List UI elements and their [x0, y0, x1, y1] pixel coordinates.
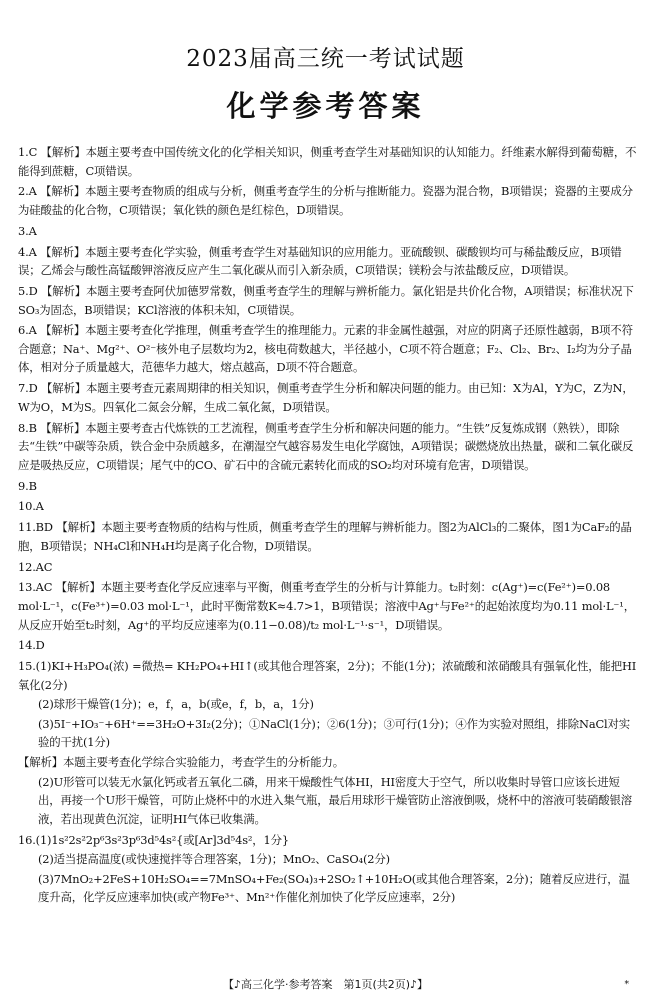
answer-10: 10.A: [18, 499, 44, 514]
corner-mark: *: [624, 980, 629, 990]
answer-16-part-1: 16.(1)1s²2s²2p⁶3s²3p⁶3d⁵4s²{或[Ar]3d⁵4s²，1分}: [18, 832, 289, 847]
answer-4: 4.A 【解析】本题主要考查化学实验，侧重考查学生对基础知识的应用能力。亚硫酸钡、碳酸钡均可与稀盐酸反应，B项错误；乙烯会与酸性高锰酸钾溶液反应产生二氧化碳从而引入新杂质，C项错误；镁粉会与浓盐酸反应，D项错误。: [18, 244, 622, 278]
answer-13: 13.AC 【解析】本题主要考查化学反应速率与平衡，侧重考查学生的分析与计算能力。t₂时刻：c(Ag⁺)=c(Fe²⁺)=0.08 mol·L⁻¹，c(Fe³⁺)=0.03 mol·L⁻¹，此时平衡常数K≈4.7>1，B项错误；溶液中Ag⁺与Fe²⁺的起始浓度均为0.11 mol·L⁻¹，从反应开始至t₂时刻，Ag⁺的平均反应速率为(0.11−0.08)/t₂ mol·L⁻¹·s⁻¹，D项错误。: [18, 580, 635, 632]
answer-1: 1.C 【解析】本题主要考查中国传统文化的化学相关知识，侧重考查学生对基础知识的认知能力。纤维素水解得到葡萄糖，不能得到蔗糖，C项错误。: [18, 145, 637, 178]
answer-15-part-1: 15.(1)KI+H₃PO₄(浓) =微热= KH₂PO₄+HI↑(或其他合理答案，2分)；不能(1分)；浓硫酸和浓硝酸具有强氧化性，能把HI氧化(2分): [18, 659, 637, 692]
answer-5: 5.D 【解析】本题主要考查阿伏加德罗常数，侧重考查学生的理解与辨析能力。氯化铝是共价化合物，A项错误；标准状况下SO₃为固态，B项错误；KCl溶液的体积未知，C项错误。: [18, 283, 634, 317]
answer-15-analysis-heading: 【解析】本题主要考查化学综合实验能力，考查学生的分析能力。: [18, 755, 344, 770]
answer-3: 3.A: [18, 223, 37, 238]
answer-15-analysis-text: (2)U形管可以装无水氯化钙或者五氧化二磷，用来干燥酸性气体HI，HI密度大于空气，所以收集时导管口应该长进短出，再接一个U形干燥管，可防止烧杯中的水进入集气瓶，最后用球形干燥管防止溶液倒吸，烧杯中的溶液可装硝酸银溶液，若出现黄色沉淀，证明HI气体已收集满。: [38, 774, 632, 826]
answer-6: 6.A 【解析】本题主要考查化学推理，侧重考查学生的推理能力。元素的非金属性越强，对应的阴离子还原性越弱，B项不符合题意；Na⁺、Mg²⁺、O²⁻核外电子层数均为2，核电荷数越大，半径越小，C项不符合题意；F₂、Cl₂、Br₂、I₂均为分子晶体，相对分子质量越大，范德华力越大，熔点越高，D项不符合题意。: [18, 323, 633, 375]
page-title: 化学参考答案: [226, 89, 425, 123]
answer-9: 9.B: [18, 478, 37, 493]
answer-16-part-3: (3)7MnO₂+2FeS+10H₂SO₄==7MnSO₄+Fe₂(SO₄)₃+2SO₂↑+10H₂O(或其他合理答案，2分)；随着反应进行，温度升高，化学反应速率加快(或产物Fe³⁺、Mn²⁺作催化剂加快了化学反应速率，2分): [38, 871, 630, 905]
exam-title: 2023届高三统一考试试题: [186, 46, 465, 72]
answer-16-part-2: (2)适当提高温度(或快速搅拌等合理答案，1分)；MnO₂、CaSO₄(2分): [38, 852, 390, 867]
answer-15-part-2: (2)球形干燥管(1分)；e，f，a，b(或e，f，b，a，1分): [38, 697, 314, 712]
answer-7: 7.D 【解析】本题主要考查元素周期律的相关知识，侧重考查学生分析和解决问题的能力。由已知：X为Al，Y为C，Z为N，W为O，M为S。四氧化二氮会分解，生成二氧化氮，D项错误。: [18, 381, 634, 414]
answer-11: 11.BD 【解析】本题主要考查物质的结构与性质，侧重考查学生的理解与辨析能力。图2为AlCl₃的二聚体，图1为CaF₂的晶胞，B项错误；NH₄Cl和NH₄H均是离子化合物，D项错误。: [18, 520, 632, 553]
answer-14: 14.D: [18, 638, 45, 653]
answer-15-part-3: (3)5I⁻+IO₃⁻+6H⁺==3H₂O+3I₂(2分)；①NaCl(1分)；②6(1分)；③可行(1分)；④作为实验对照组，排除NaCl对实验的干扰(1分): [38, 716, 630, 750]
answers-section: [18, 143, 637, 908]
answer-12: 12.AC: [18, 559, 53, 574]
answer-8: 8.B 【解析】本题主要考查古代炼铁的工艺流程，侧重考查学生分析和解决问题的能力。“生铁”反复炼成钢（熟铁），即除去“生铁”中碳等杂质，铁合金中杂质越多，在潮湿空气越容易发生电化学腐蚀，A项错误；碳燃烧放出热量，碳和二氧化碳反应是吸热反应，C项错误；尾气中的CO、矿石中的含硫元素转化而成的SO₂均对环境有危害，D项错误。: [18, 420, 634, 472]
answer-2: 2.A 【解析】本题主要考查物质的组成与分析，侧重考查学生的分析与推断能力。瓷器为混合物，B项错误；瓷器的主要成分为硅酸盐的化合物，C项错误；氧化铁的颜色是红棕色，D项错误。: [18, 184, 633, 217]
page-footer: 【♪高三化学·参考答案 第1页(共2页)♪】: [222, 978, 429, 991]
